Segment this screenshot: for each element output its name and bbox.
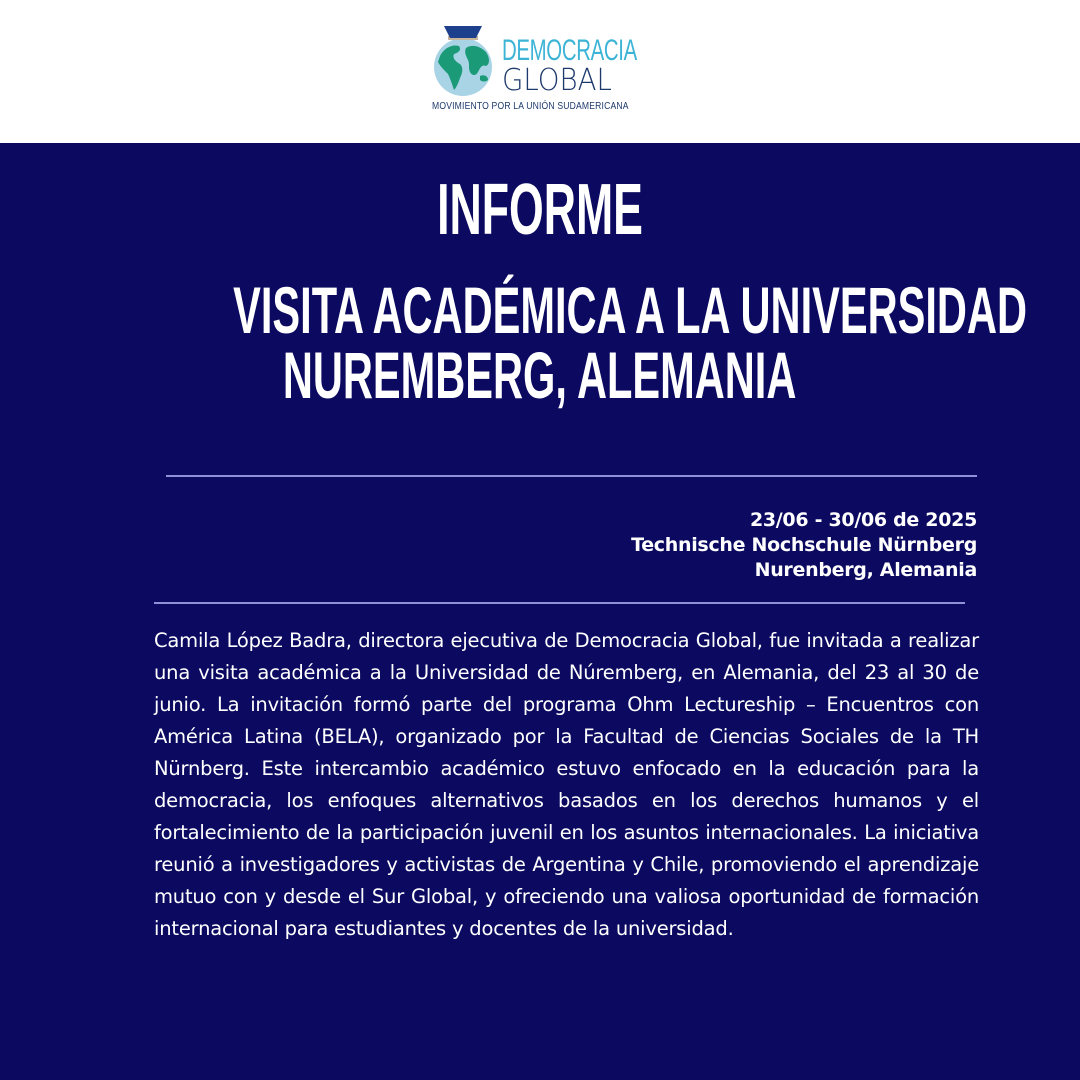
logo-tagline: MOVIMIENTO POR LA UNIÓN SUDAMERICANA [432, 101, 629, 112]
report-label [0, 172, 1080, 248]
logo-word-global: GLOBAL [502, 63, 612, 98]
globe-ballot-icon [432, 26, 494, 96]
divider-bottom [154, 602, 965, 604]
event-location: Nurenberg, Alemania [754, 559, 977, 581]
divider-top [166, 475, 977, 477]
report-body: Camila López Badra, directora ejecutiva de Democracia Global, fue invitada a realizar una visita académica a la Universidad de Núremberg, en Alemania, del 23 al 30 de junio. La invitación formó parte del programa Ohm Lectureship – Encuentros con América Latina (BELA), organizado por la Facultad de Ciencias Sociales de la TH Nürnberg. Este intercambio académico estuvo enfocado en la educación para la democracia, los enfoques alternativos basados en los derechos humanos y el fortalecimiento de la participación juvenil en los asuntos internacionales. La iniciativa reunió a investigadores y activistas de Argentina y Chile, promoviendo el aprendizaje mutuo con y desde el Sur Global, y ofreciendo una valiosa oportunidad de formación internacional para estudiantes y docentes de la universidad. [154, 629, 979, 940]
event-details [631, 508, 977, 583]
report-label-text: INFORME [437, 170, 643, 250]
page-title [0, 273, 1080, 412]
logo [430, 26, 640, 116]
header [0, 0, 1080, 143]
page-title-line1: VISITA ACADÉMICA A LA UNIVERSIDAD [233, 273, 1028, 347]
event-dates: 23/06 - 30/06 de 2025 [749, 509, 977, 531]
logo-word-democracia: DEMOCRACIA [502, 34, 637, 67]
page-title-line2: NUREMBERG, ALEMANIA [283, 338, 797, 412]
event-institution: Technische Nochschule Nürnberg [631, 534, 977, 556]
